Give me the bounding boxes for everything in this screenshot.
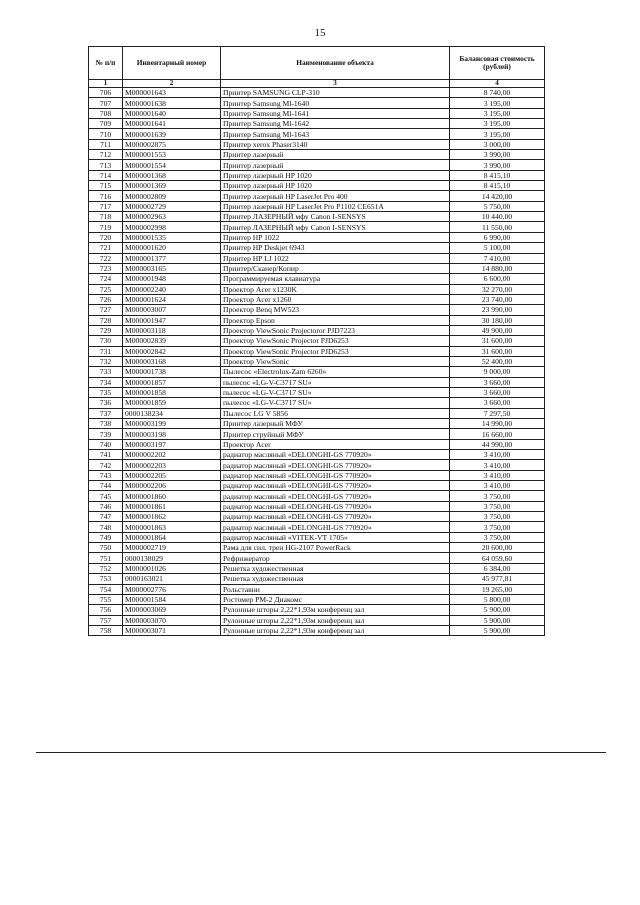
book-value-cell: 23 740,00 xyxy=(450,294,545,304)
inventory-number-cell: M000001862 xyxy=(123,512,221,522)
book-value-cell: 5 900,00 xyxy=(450,625,545,635)
table-row xyxy=(89,512,545,522)
table-header-row xyxy=(89,47,545,80)
book-value-cell: 45 977,81 xyxy=(450,574,545,584)
asset-table xyxy=(88,46,545,636)
row-number-cell: 721 xyxy=(89,243,123,253)
book-value-cell: 3 195,00 xyxy=(450,119,545,129)
row-number-cell: 709 xyxy=(89,119,123,129)
table-row xyxy=(89,150,545,160)
object-name-cell: радиатор масляный «DELONGHI-GS 770920» xyxy=(221,460,450,470)
object-name-cell: пылесос «LG-V-C3717 SU» xyxy=(221,377,450,387)
column-number-row xyxy=(89,80,545,88)
table-row xyxy=(89,253,545,263)
book-value-cell: 3 990,00 xyxy=(450,150,545,160)
book-value-cell: 3 660,00 xyxy=(450,398,545,408)
inventory-number-cell: M000001947 xyxy=(123,315,221,325)
book-value-cell: 5 100,00 xyxy=(450,243,545,253)
object-name-cell: Проектор ViewSonic xyxy=(221,356,450,366)
object-name-cell: Принтер HP Deskjet 6943 xyxy=(221,243,450,253)
object-name-cell: Решетка художественная xyxy=(221,574,450,584)
table-row xyxy=(89,325,545,335)
table-row xyxy=(89,460,545,470)
table-row xyxy=(89,574,545,584)
book-value-cell: 64 059,60 xyxy=(450,553,545,563)
row-number-cell: 754 xyxy=(89,584,123,594)
table-row xyxy=(89,191,545,201)
table-row xyxy=(89,222,545,232)
object-name-cell: Принтер лазерный xyxy=(221,150,450,160)
row-number-cell: 716 xyxy=(89,191,123,201)
inventory-number-cell: M000003118 xyxy=(123,325,221,335)
inventory-number-cell: M000001639 xyxy=(123,129,221,139)
header-inventory-number: Инвентарный номер xyxy=(123,47,221,80)
inventory-number-cell: M000001643 xyxy=(123,88,221,98)
book-value-cell: 8 415,10 xyxy=(450,181,545,191)
row-number-cell: 723 xyxy=(89,263,123,273)
book-value-cell: 44 990,00 xyxy=(450,439,545,449)
inventory-number-cell: M000003197 xyxy=(123,439,221,449)
object-name-cell: Принтер лазерный HP LaserJet Pro P1102 CE651A xyxy=(221,201,450,211)
table-row xyxy=(89,553,545,563)
book-value-cell: 31 600,00 xyxy=(450,336,545,346)
table-row xyxy=(89,625,545,635)
page-number: 15 xyxy=(314,27,326,39)
table-row xyxy=(89,294,545,304)
row-number-cell: 735 xyxy=(89,387,123,397)
row-number-cell: 752 xyxy=(89,563,123,573)
book-value-cell: 3 410,00 xyxy=(450,460,545,470)
object-name-cell: Проектор ViewSonic Projector PJD6253 xyxy=(221,336,450,346)
inventory-number-cell: M000001859 xyxy=(123,398,221,408)
table-row xyxy=(89,232,545,242)
inventory-number-cell: M000001738 xyxy=(123,367,221,377)
book-value-cell: 10 440,00 xyxy=(450,212,545,222)
row-number-cell: 731 xyxy=(89,346,123,356)
inventory-number-cell: M000003069 xyxy=(123,605,221,615)
row-number-cell: 745 xyxy=(89,491,123,501)
row-number-cell: 732 xyxy=(89,356,123,366)
inventory-number-cell: M000001640 xyxy=(123,108,221,118)
book-value-cell: 14 420,00 xyxy=(450,191,545,201)
object-name-cell: Принтер Samsung Ml-1642 xyxy=(221,119,450,129)
row-number-cell: 734 xyxy=(89,377,123,387)
row-number-cell: 719 xyxy=(89,222,123,232)
row-number-cell: 715 xyxy=(89,181,123,191)
inventory-number-cell: M000002729 xyxy=(123,201,221,211)
book-value-cell: 3 195,00 xyxy=(450,129,545,139)
table-row xyxy=(89,129,545,139)
book-value-cell: 3 000,00 xyxy=(450,139,545,149)
book-value-cell: 3 195,00 xyxy=(450,108,545,118)
book-value-cell: 16 660,00 xyxy=(450,429,545,439)
object-name-cell: пылесос «LG-V-C3717 SU» xyxy=(221,398,450,408)
object-name-cell: Принтер Samsung Ml-1643 xyxy=(221,129,450,139)
row-number-cell: 751 xyxy=(89,553,123,563)
object-name-cell: Принтер лазерный МФУ xyxy=(221,419,450,429)
table-row xyxy=(89,305,545,315)
inventory-number-cell: M000001554 xyxy=(123,160,221,170)
column-number: 3 xyxy=(221,80,450,88)
table-row xyxy=(89,170,545,180)
book-value-cell: 52 400,00 xyxy=(450,356,545,366)
object-name-cell: радиатор масляный «DELONGHI-GS 770920» xyxy=(221,470,450,480)
inventory-number-cell: M000002719 xyxy=(123,543,221,553)
object-name-cell: Решетка художественная xyxy=(221,563,450,573)
inventory-number-cell: M000001638 xyxy=(123,98,221,108)
book-value-cell: 3 750,00 xyxy=(450,522,545,532)
row-number-cell: 758 xyxy=(89,625,123,635)
row-number-cell: 726 xyxy=(89,294,123,304)
column-number: 4 xyxy=(450,80,545,88)
object-name-cell: Принтер лазерный xyxy=(221,160,450,170)
table-row xyxy=(89,108,545,118)
row-number-cell: 750 xyxy=(89,543,123,553)
object-name-cell: Принтер xerox Phaser3140 xyxy=(221,139,450,149)
row-number-cell: 720 xyxy=(89,232,123,242)
row-number-cell: 725 xyxy=(89,284,123,294)
row-number-cell: 738 xyxy=(89,419,123,429)
table-row xyxy=(89,263,545,273)
table-row xyxy=(89,470,545,480)
row-number-cell: 724 xyxy=(89,274,123,284)
object-name-cell: Проектор ViewSonic Projector PJD6253 xyxy=(221,346,450,356)
inventory-number-cell: M000003165 xyxy=(123,263,221,273)
table-row xyxy=(89,274,545,284)
book-value-cell: 6 600,00 xyxy=(450,274,545,284)
object-name-cell: Проектор Benq MW523 xyxy=(221,305,450,315)
table-row xyxy=(89,139,545,149)
inventory-number-cell: M000001641 xyxy=(123,119,221,129)
table-row xyxy=(89,88,545,98)
book-value-cell: 5 900,00 xyxy=(450,605,545,615)
object-name-cell: Принтер ЛАЗЕРНЫЙ мфу Canon I-SENSYS xyxy=(221,212,450,222)
inventory-number-cell: M000003070 xyxy=(123,615,221,625)
object-name-cell: Принтер лазерный HP 1020 xyxy=(221,181,450,191)
inventory-number-cell: M000002809 xyxy=(123,191,221,201)
object-name-cell: радиатор масляный «DELONGHI-GS 770920» xyxy=(221,501,450,511)
object-name-cell: Пылесос «Electrolux-Zam 6260» xyxy=(221,367,450,377)
row-number-cell: 743 xyxy=(89,470,123,480)
row-number-cell: 727 xyxy=(89,305,123,315)
object-name-cell: Проектор Epson xyxy=(221,315,450,325)
inventory-number-cell: M000002202 xyxy=(123,450,221,460)
object-name-cell: пылесос «LG-V-C3717 SU» xyxy=(221,387,450,397)
row-number-cell: 707 xyxy=(89,98,123,108)
inventory-number-cell: M000001368 xyxy=(123,170,221,180)
inventory-number-cell: M000002842 xyxy=(123,346,221,356)
row-number-cell: 737 xyxy=(89,408,123,418)
row-number-cell: 706 xyxy=(89,88,123,98)
table-row xyxy=(89,356,545,366)
inventory-number-cell: M000003199 xyxy=(123,419,221,429)
table-row xyxy=(89,419,545,429)
header-book-value: Балансовая стоимость (рублей) xyxy=(450,47,545,80)
table-row xyxy=(89,212,545,222)
inventory-number-cell: 0000163021 xyxy=(123,574,221,584)
book-value-cell: 3 660,00 xyxy=(450,377,545,387)
row-number-cell: 748 xyxy=(89,522,123,532)
book-value-cell: 14 990,00 xyxy=(450,419,545,429)
inventory-number-cell: M000001858 xyxy=(123,387,221,397)
inventory-number-cell: M000002998 xyxy=(123,222,221,232)
inventory-number-cell: M000002203 xyxy=(123,460,221,470)
inventory-number-cell: M000002776 xyxy=(123,584,221,594)
table-row xyxy=(89,532,545,542)
inventory-number-cell: M000001026 xyxy=(123,563,221,573)
object-name-cell: Принтер струйный МФУ xyxy=(221,429,450,439)
book-value-cell: 7 410,00 xyxy=(450,253,545,263)
table-row xyxy=(89,243,545,253)
table-row xyxy=(89,398,545,408)
column-number: 1 xyxy=(89,80,123,88)
book-value-cell: 14 880,00 xyxy=(450,263,545,273)
row-number-cell: 717 xyxy=(89,201,123,211)
table-row xyxy=(89,377,545,387)
object-name-cell: Программируемая клавиатура xyxy=(221,274,450,284)
table-row xyxy=(89,605,545,615)
book-value-cell: 3 410,00 xyxy=(450,481,545,491)
inventory-number-cell: M000001857 xyxy=(123,377,221,387)
table-row xyxy=(89,346,545,356)
table-row xyxy=(89,98,545,108)
object-name-cell: Рефрижератор xyxy=(221,553,450,563)
bottom-divider xyxy=(36,752,606,753)
inventory-number-cell: M000001535 xyxy=(123,232,221,242)
table-row xyxy=(89,439,545,449)
object-name-cell: Принтер HP LJ 1022 xyxy=(221,253,450,263)
table-row xyxy=(89,367,545,377)
row-number-cell: 711 xyxy=(89,139,123,149)
row-number-cell: 712 xyxy=(89,150,123,160)
table-row xyxy=(89,594,545,604)
book-value-cell: 3 990,00 xyxy=(450,160,545,170)
inventory-number-cell: M000001948 xyxy=(123,274,221,284)
object-name-cell: Принтер HP 1022 xyxy=(221,232,450,242)
inventory-number-cell: M000002839 xyxy=(123,336,221,346)
inventory-number-cell: M000003198 xyxy=(123,429,221,439)
book-value-cell: 3 410,00 xyxy=(450,450,545,460)
book-value-cell: 5 900,00 xyxy=(450,615,545,625)
book-value-cell: 6 990,00 xyxy=(450,232,545,242)
inventory-number-cell: M000002963 xyxy=(123,212,221,222)
object-name-cell: радиатор масляный «DELONGHI-GS 770920» xyxy=(221,450,450,460)
table-row xyxy=(89,201,545,211)
inventory-number-cell: M000001553 xyxy=(123,150,221,160)
table-row xyxy=(89,501,545,511)
inventory-number-cell: 0000138029 xyxy=(123,553,221,563)
table-row xyxy=(89,315,545,325)
inventory-number-cell: M000001377 xyxy=(123,253,221,263)
object-name-cell: Рулонные шторы 2,22*1,93м конференц зал xyxy=(221,625,450,635)
inventory-number-cell: M000001584 xyxy=(123,594,221,604)
object-name-cell: Принтер SAMSUNG CLP-310 xyxy=(221,88,450,98)
book-value-cell: 30 180,00 xyxy=(450,315,545,325)
table-body xyxy=(89,88,545,636)
book-value-cell: 49 900,00 xyxy=(450,325,545,335)
row-number-cell: 718 xyxy=(89,212,123,222)
row-number-cell: 755 xyxy=(89,594,123,604)
table-row xyxy=(89,481,545,491)
object-name-cell: радиатор масляный «DELONGHI-GS 770920» xyxy=(221,522,450,532)
table-row xyxy=(89,119,545,129)
inventory-number-cell: M000001860 xyxy=(123,491,221,501)
inventory-number-cell: M000001861 xyxy=(123,501,221,511)
book-value-cell: 8 740,00 xyxy=(450,88,545,98)
object-name-cell: Принтер Samsung Ml-1640 xyxy=(221,98,450,108)
object-name-cell: радиатор масляный «DELONGHI-GS 770920» xyxy=(221,481,450,491)
table-row xyxy=(89,408,545,418)
row-number-cell: 756 xyxy=(89,605,123,615)
table-row xyxy=(89,181,545,191)
row-number-cell: 740 xyxy=(89,439,123,449)
row-number-cell: 742 xyxy=(89,460,123,470)
object-name-cell: Рулонные шторы 2,22*1,93м конференц зал xyxy=(221,615,450,625)
object-name-cell: Принтер лазерный HP LaserJet Pro 400 xyxy=(221,191,450,201)
book-value-cell: 5 750,00 xyxy=(450,201,545,211)
book-value-cell: 20 600,00 xyxy=(450,543,545,553)
book-value-cell: 23 990,00 xyxy=(450,305,545,315)
row-number-cell: 708 xyxy=(89,108,123,118)
object-name-cell: Проектор Acer xyxy=(221,439,450,449)
book-value-cell: 3 750,00 xyxy=(450,532,545,542)
book-value-cell: 5 800,00 xyxy=(450,594,545,604)
object-name-cell: Пылесос LG V 5856 xyxy=(221,408,450,418)
row-number-cell: 722 xyxy=(89,253,123,263)
row-number-cell: 746 xyxy=(89,501,123,511)
table-row xyxy=(89,522,545,532)
object-name-cell: Проектор Acer x1230K xyxy=(221,284,450,294)
inventory-number-cell: M000001620 xyxy=(123,243,221,253)
row-number-cell: 749 xyxy=(89,532,123,542)
row-number-cell: 714 xyxy=(89,170,123,180)
row-number-cell: 713 xyxy=(89,160,123,170)
book-value-cell: 3 410,00 xyxy=(450,470,545,480)
object-name-cell: Рама для сил. трен HG-2107 PowerRack xyxy=(221,543,450,553)
book-value-cell: 19 265,00 xyxy=(450,584,545,594)
table-row xyxy=(89,160,545,170)
table-row xyxy=(89,491,545,501)
book-value-cell: 7 297,50 xyxy=(450,408,545,418)
row-number-cell: 728 xyxy=(89,315,123,325)
object-name-cell: Принтер ЛАЗЕРНЫЙ мфу Canon I-SENSYS xyxy=(221,222,450,232)
header-number: № п/п xyxy=(89,47,123,80)
row-number-cell: 730 xyxy=(89,336,123,346)
row-number-cell: 744 xyxy=(89,481,123,491)
inventory-number-cell: M000002206 xyxy=(123,481,221,491)
book-value-cell: 8 415,10 xyxy=(450,170,545,180)
book-value-cell: 3 750,00 xyxy=(450,491,545,501)
table-row xyxy=(89,429,545,439)
table-row xyxy=(89,584,545,594)
inventory-number-cell: M000003007 xyxy=(123,305,221,315)
table-row xyxy=(89,450,545,460)
row-number-cell: 757 xyxy=(89,615,123,625)
table-row xyxy=(89,284,545,294)
book-value-cell: 31 600,00 xyxy=(450,346,545,356)
book-value-cell: 9 000,00 xyxy=(450,367,545,377)
book-value-cell: 3 750,00 xyxy=(450,501,545,511)
inventory-number-cell: M000001863 xyxy=(123,522,221,532)
table-row xyxy=(89,543,545,553)
object-name-cell: Принтер лазерный HP 1020 xyxy=(221,170,450,180)
inventory-number-cell: M000002875 xyxy=(123,139,221,149)
row-number-cell: 753 xyxy=(89,574,123,584)
inventory-number-cell: M000002240 xyxy=(123,284,221,294)
book-value-cell: 3 195,00 xyxy=(450,98,545,108)
book-value-cell: 6 384,00 xyxy=(450,563,545,573)
book-value-cell: 3 750,00 xyxy=(450,512,545,522)
object-name-cell: Проектор Acer x1260 xyxy=(221,294,450,304)
row-number-cell: 747 xyxy=(89,512,123,522)
row-number-cell: 736 xyxy=(89,398,123,408)
object-name-cell: Ростомер РМ-2 Диакомс xyxy=(221,594,450,604)
object-name-cell: Рулонные шторы 2,22*1,93м конференц зал xyxy=(221,605,450,615)
row-number-cell: 739 xyxy=(89,429,123,439)
object-name-cell: Рольставни xyxy=(221,584,450,594)
header-object-name: Наименование объекта xyxy=(221,47,450,80)
object-name-cell: Принтер/Сканер/Копир xyxy=(221,263,450,273)
row-number-cell: 729 xyxy=(89,325,123,335)
object-name-cell: Проектор ViewSonic Projectoror PJD7223 xyxy=(221,325,450,335)
inventory-number-cell: M000001864 xyxy=(123,532,221,542)
row-number-cell: 710 xyxy=(89,129,123,139)
book-value-cell: 32 270,00 xyxy=(450,284,545,294)
object-name-cell: радиатор масляный «VITEK-VT 1705» xyxy=(221,532,450,542)
inventory-number-cell: 0000138234 xyxy=(123,408,221,418)
row-number-cell: 733 xyxy=(89,367,123,377)
inventory-number-cell: M000001624 xyxy=(123,294,221,304)
object-name-cell: радиатор масляный «DELONGHI-GS 770920» xyxy=(221,491,450,501)
inventory-number-cell: M000003071 xyxy=(123,625,221,635)
book-value-cell: 11 550,00 xyxy=(450,222,545,232)
table-row xyxy=(89,615,545,625)
table-row xyxy=(89,563,545,573)
inventory-number-cell: M000003168 xyxy=(123,356,221,366)
object-name-cell: Принтер Samsung Ml-1641 xyxy=(221,108,450,118)
inventory-number-cell: M000002205 xyxy=(123,470,221,480)
book-value-cell: 3 660,00 xyxy=(450,387,545,397)
table-row xyxy=(89,387,545,397)
inventory-number-cell: M000001369 xyxy=(123,181,221,191)
column-number: 2 xyxy=(123,80,221,88)
table-row xyxy=(89,336,545,346)
row-number-cell: 741 xyxy=(89,450,123,460)
object-name-cell: радиатор масляный «DELONGHI-GS 770920» xyxy=(221,512,450,522)
